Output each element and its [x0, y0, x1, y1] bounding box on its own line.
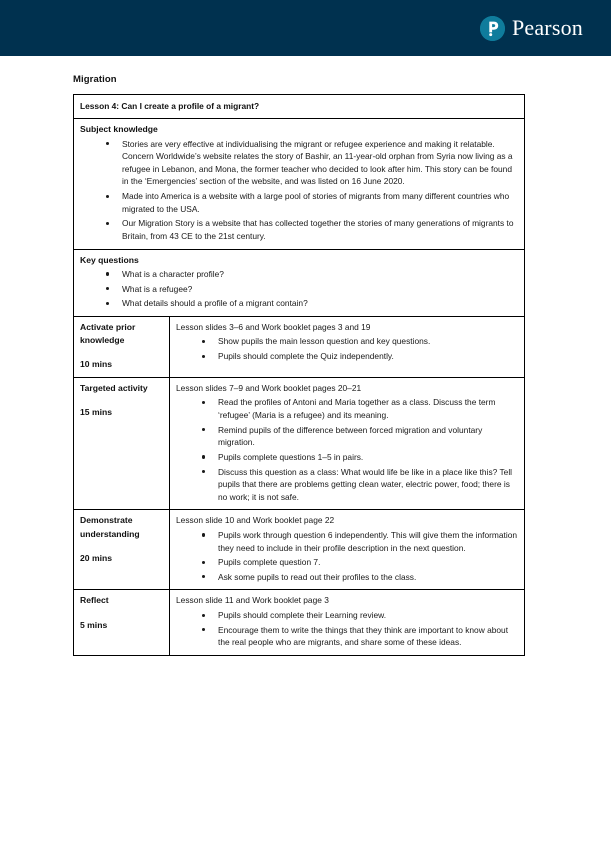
- list-item: Pupils work through question 6 independently. This will give them the information they need to include in their profile description in the next question.: [202, 529, 518, 554]
- page-header-band: [0, 0, 611, 56]
- key-questions-list: [80, 268, 518, 310]
- activity-duration: 5 mins: [80, 619, 108, 630]
- pearson-p-circle-icon: [480, 16, 505, 41]
- table-row-targeted-activity: [74, 377, 525, 509]
- activity-steps-list: [176, 396, 518, 503]
- subject-knowledge-list: [80, 138, 518, 243]
- activity-resources: Lesson slides 3–6 and Work booklet pages 3 and 19: [176, 321, 371, 332]
- subject-knowledge-heading: Subject knowledge: [80, 124, 158, 135]
- document-body: [0, 74, 611, 656]
- activity-content-cell: [170, 377, 525, 509]
- list-item: Read the profiles of Antoni and Maria together as a class. Discuss the term ‘refugee’ (Maria is a refugee) and its meaning.: [202, 396, 518, 421]
- list-item: Pupils complete question 7.: [202, 556, 518, 569]
- pearson-logo: [480, 16, 583, 41]
- list-item: Show pupils the main lesson question and key questions.: [202, 335, 518, 348]
- activity-label-cell: [74, 316, 170, 377]
- activity-label-cell: [74, 377, 170, 509]
- table-row-demonstrate-understanding: [74, 510, 525, 590]
- activity-content-cell: [170, 590, 525, 655]
- activity-duration: 20 mins: [80, 552, 113, 563]
- key-questions-heading: Key questions: [80, 254, 139, 265]
- list-item: Discuss this question as a class: What would life be like in a place like this? Tell pupils that there are problems getting clean water, electric power, food; there is no work; it is not safe.: [202, 466, 518, 504]
- activity-steps-list: [176, 529, 518, 583]
- activity-label: Targeted activity: [80, 382, 148, 393]
- table-row-subject-knowledge: [74, 119, 525, 249]
- lesson-plan-table: [73, 94, 525, 656]
- list-item: Remind pupils of the difference between forced migration and voluntary migration.: [202, 424, 518, 449]
- list-item: Pupils complete questions 1–5 in pairs.: [202, 451, 518, 464]
- list-item: Ask some pupils to read out their profiles to the class.: [202, 571, 518, 584]
- table-row-reflect: [74, 590, 525, 655]
- list-item: What is a character profile?: [106, 268, 518, 281]
- list-item: Pupils should complete the Quiz independently.: [202, 350, 518, 363]
- table-row-activate-prior-knowledge: [74, 316, 525, 377]
- key-questions-cell: [74, 249, 525, 316]
- list-item: Made into America is a website with a large pool of stories of migrants from many different countries who migrated to the USA.: [106, 190, 518, 215]
- activity-label-cell: [74, 510, 170, 590]
- activity-steps-list: [176, 335, 518, 362]
- page-title: Migration: [73, 74, 117, 85]
- activity-resources: Lesson slides 7–9 and Work booklet pages 20–21: [176, 382, 362, 393]
- activity-resources: Lesson slide 11 and Work booklet page 3: [176, 595, 329, 606]
- list-item: Encourage them to write the things that they think are important to know about the real people who are migrants, and share some of these ideas.: [202, 624, 518, 649]
- table-row-key-questions: [74, 249, 525, 316]
- activity-duration: 15 mins: [80, 407, 113, 418]
- lesson-question-heading: Lesson 4: Can I create a profile of a migrant?: [74, 95, 525, 119]
- activity-steps-list: [176, 609, 518, 649]
- list-item: Stories are very effective at individualising the migrant or refugee experience and making it relatable. Concern Worldwide’s website relates the story of Bashir, an 11-year-old orphan from Syria now living as a refugee in Lebanon, and Mona, the former teacher who decided to look after him. This story can be found in the ‘Emergencies’ section of the website, and was listed on 16 June 2020.: [106, 138, 518, 188]
- subject-knowledge-cell: [74, 119, 525, 249]
- activity-content-cell: [170, 316, 525, 377]
- list-item: What is a refugee?: [106, 283, 518, 296]
- activity-resources: Lesson slide 10 and Work booklet page 22: [176, 515, 335, 526]
- activity-duration: 10 mins: [80, 359, 113, 370]
- table-row-lesson-header: [74, 95, 525, 119]
- activity-label: Activate prior knowledge: [80, 321, 136, 346]
- pearson-wordmark: Pearson: [511, 15, 583, 40]
- activity-label-cell: [74, 590, 170, 655]
- activity-label: Demonstrate understanding: [80, 515, 140, 539]
- list-item: Pupils should complete their Learning review.: [202, 609, 518, 622]
- activity-content-cell: [170, 510, 525, 590]
- list-item: What details should a profile of a migrant contain?: [106, 297, 518, 310]
- activity-label: Reflect: [80, 595, 109, 606]
- list-item: Our Migration Story is a website that has collected together the stories of many generations of migrants to Britain, from 43 CE to the 21st century.: [106, 217, 518, 242]
